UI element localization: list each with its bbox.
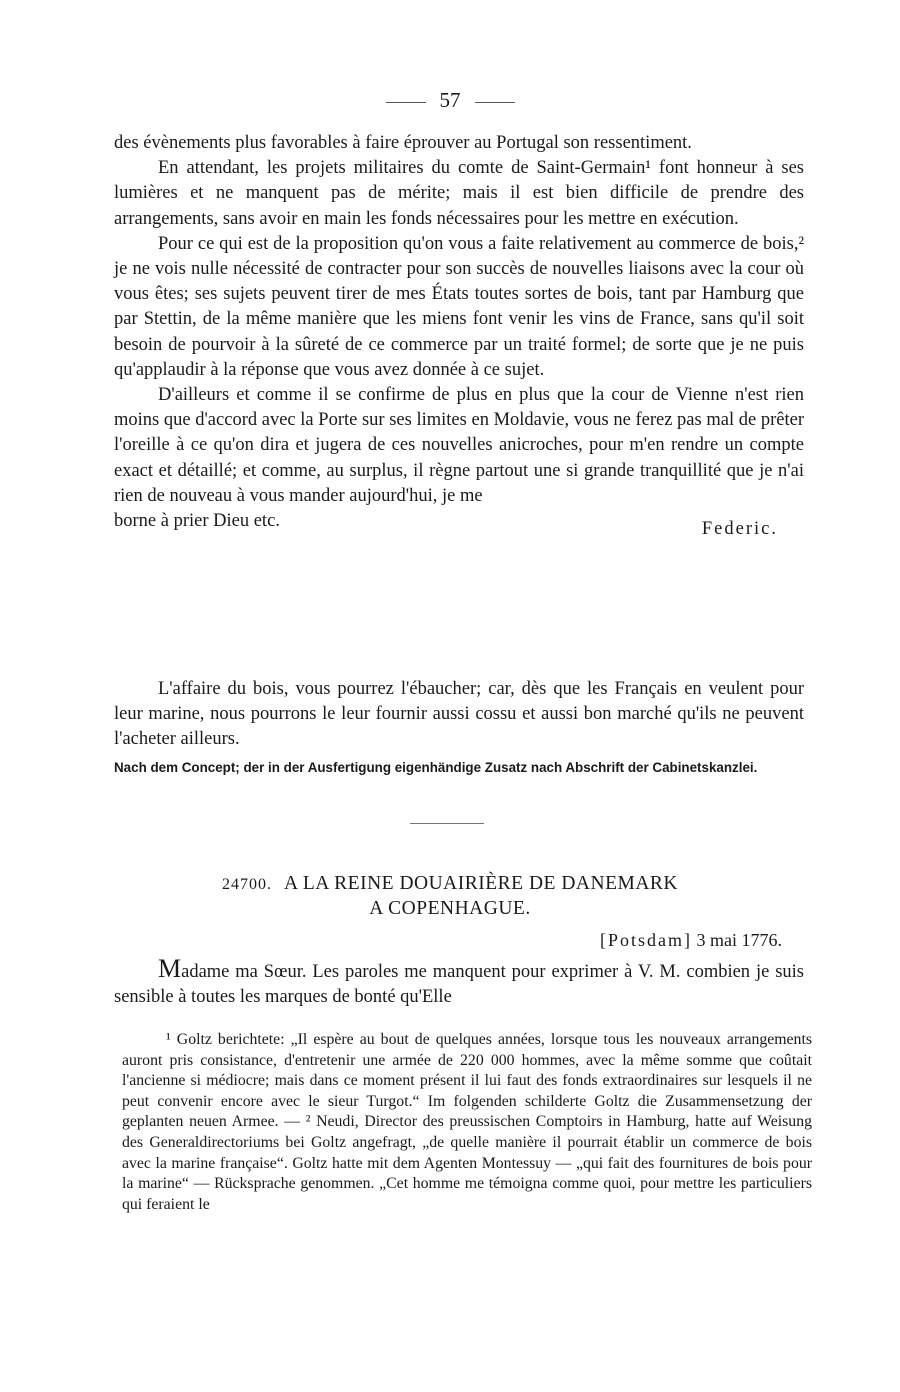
heading-line-1: [0, 872, 900, 897]
letter-heading: [0, 872, 900, 921]
right-dash: [475, 102, 515, 103]
salutation-initial: M: [158, 954, 182, 983]
opening-paragraph: [114, 956, 804, 1010]
closing-line: [114, 509, 804, 540]
paragraph-3: Pour ce qui est de la proposition qu'on vous a faite relativement au commerce de bois,² je ne vois nulle nécessité de contracter pour son succès de nouvelles liaisons avec la cour où vous êtes; ses sujets peuvent tirer de mes États toutes sortes de bois, tant par Hamburg que par Stettin, de la même manière que les miens font venir les vins de France, sans qu'il soit besoin de pourvoir à la sûreté de ce commerce par un traité formel; de sorte que je ne puis qu'applaudir à la réponse que vous avez donnée à ce sujet.: [114, 233, 804, 380]
signature: Federic.: [701, 519, 778, 540]
page-number: 57: [439, 88, 461, 112]
postscript: L'affaire du bois, vous pourrez l'ébaucher; car, dès que les Français en veulent pour leur marine, nous pourrons le leur fournir aussi cossu et aussi bon marché qu'ils ne peuvent l'acheter ailleurs.: [114, 679, 804, 750]
heading-title-1: A LA REINE DOUAIRIÈRE DE DANEMARK: [283, 873, 679, 894]
paragraph-2: En attendant, les projets militaires du comte de Saint-Germain¹ font honneur à ses lumières et ne manquent pas de mérite; mais il est bien difficile de prendre des arrangements, sans avoir en main les fonds nécessaires pour les mettre en exécution.: [114, 158, 804, 229]
next-letter-opening: [114, 956, 804, 1010]
footnotes: [122, 1030, 812, 1215]
heading-title-2: A COPENHAGUE.: [369, 898, 531, 919]
letter-body: [114, 131, 804, 540]
source-note: Nach dem Concept; der in der Ausfertigung eigenhändige Zusatz nach Abschrift der Cabinetskanzlei.: [114, 760, 758, 775]
date-place: [Potsdam]: [600, 930, 692, 950]
left-dash: [386, 102, 426, 103]
date: 3 mai 1776.: [696, 930, 782, 950]
opening-text: adame ma Sœur. Les paroles me manquent pour exprimer à V. M. combien je suis sensible à toutes les marques de bonté qu'Elle: [114, 962, 804, 1008]
section-separator: [410, 823, 484, 824]
footnote-text: ¹ Goltz berichtete: „Il espère au bout de quelques années, lorsque tous les nouveaux arrangements auront pris consistance, d'entretenir une armée de 220 000 hommes, avec la même somme que coûtait l'ancienne si médiocre; mais dans ce moment présent il lui faut des fonds extraordinaires sur lesquels il ne peut convenir encore avec le sieur Turgot.“ Im folgenden schilderte Goltz die Zusammensetzung der geplanten neuen Armee. — ² Neudi, Director des preussischen Comptoirs in Hamburg, hatte auf Weisung des Generaldirectoriums bei Goltz angefragt, „de quelle manière il pourrait établir un commerce de bois avec la marine française“. Goltz hatte mit dem Agenten Montessuy — „qui fait des fournitures de bois pour la marine“ — Rücksprache genommen. „Cet homme me témoigna comme quoi, pour mettre les particuliers qui feraient le: [122, 1031, 812, 1213]
dateline: [114, 930, 782, 951]
paragraph-4: D'ailleurs et comme il se confirme de plus en plus que la cour de Vienne n'est rien moins que d'accord avec la Porte sur ses limites en Moldavie, vous ne ferez pas mal de prêter l'oreille à ce qu'on dira et jugera de ces nouvelles anicroches, pour m'en rendre un compte exact et détaillé; et comme, au surplus, il règne partout une si grande tranquillité que je n'ai rien de nouveau à vous mander aujourd'hui, je me: [114, 385, 804, 506]
letter-number: 24700.: [221, 876, 272, 893]
page-number-line: [0, 88, 900, 113]
paragraph-1: des évènements plus favorables à faire éprouver au Portugal son ressentiment.: [114, 133, 692, 153]
closing-text: borne à prier Dieu etc.: [114, 511, 280, 532]
postscript-block: [114, 677, 804, 753]
